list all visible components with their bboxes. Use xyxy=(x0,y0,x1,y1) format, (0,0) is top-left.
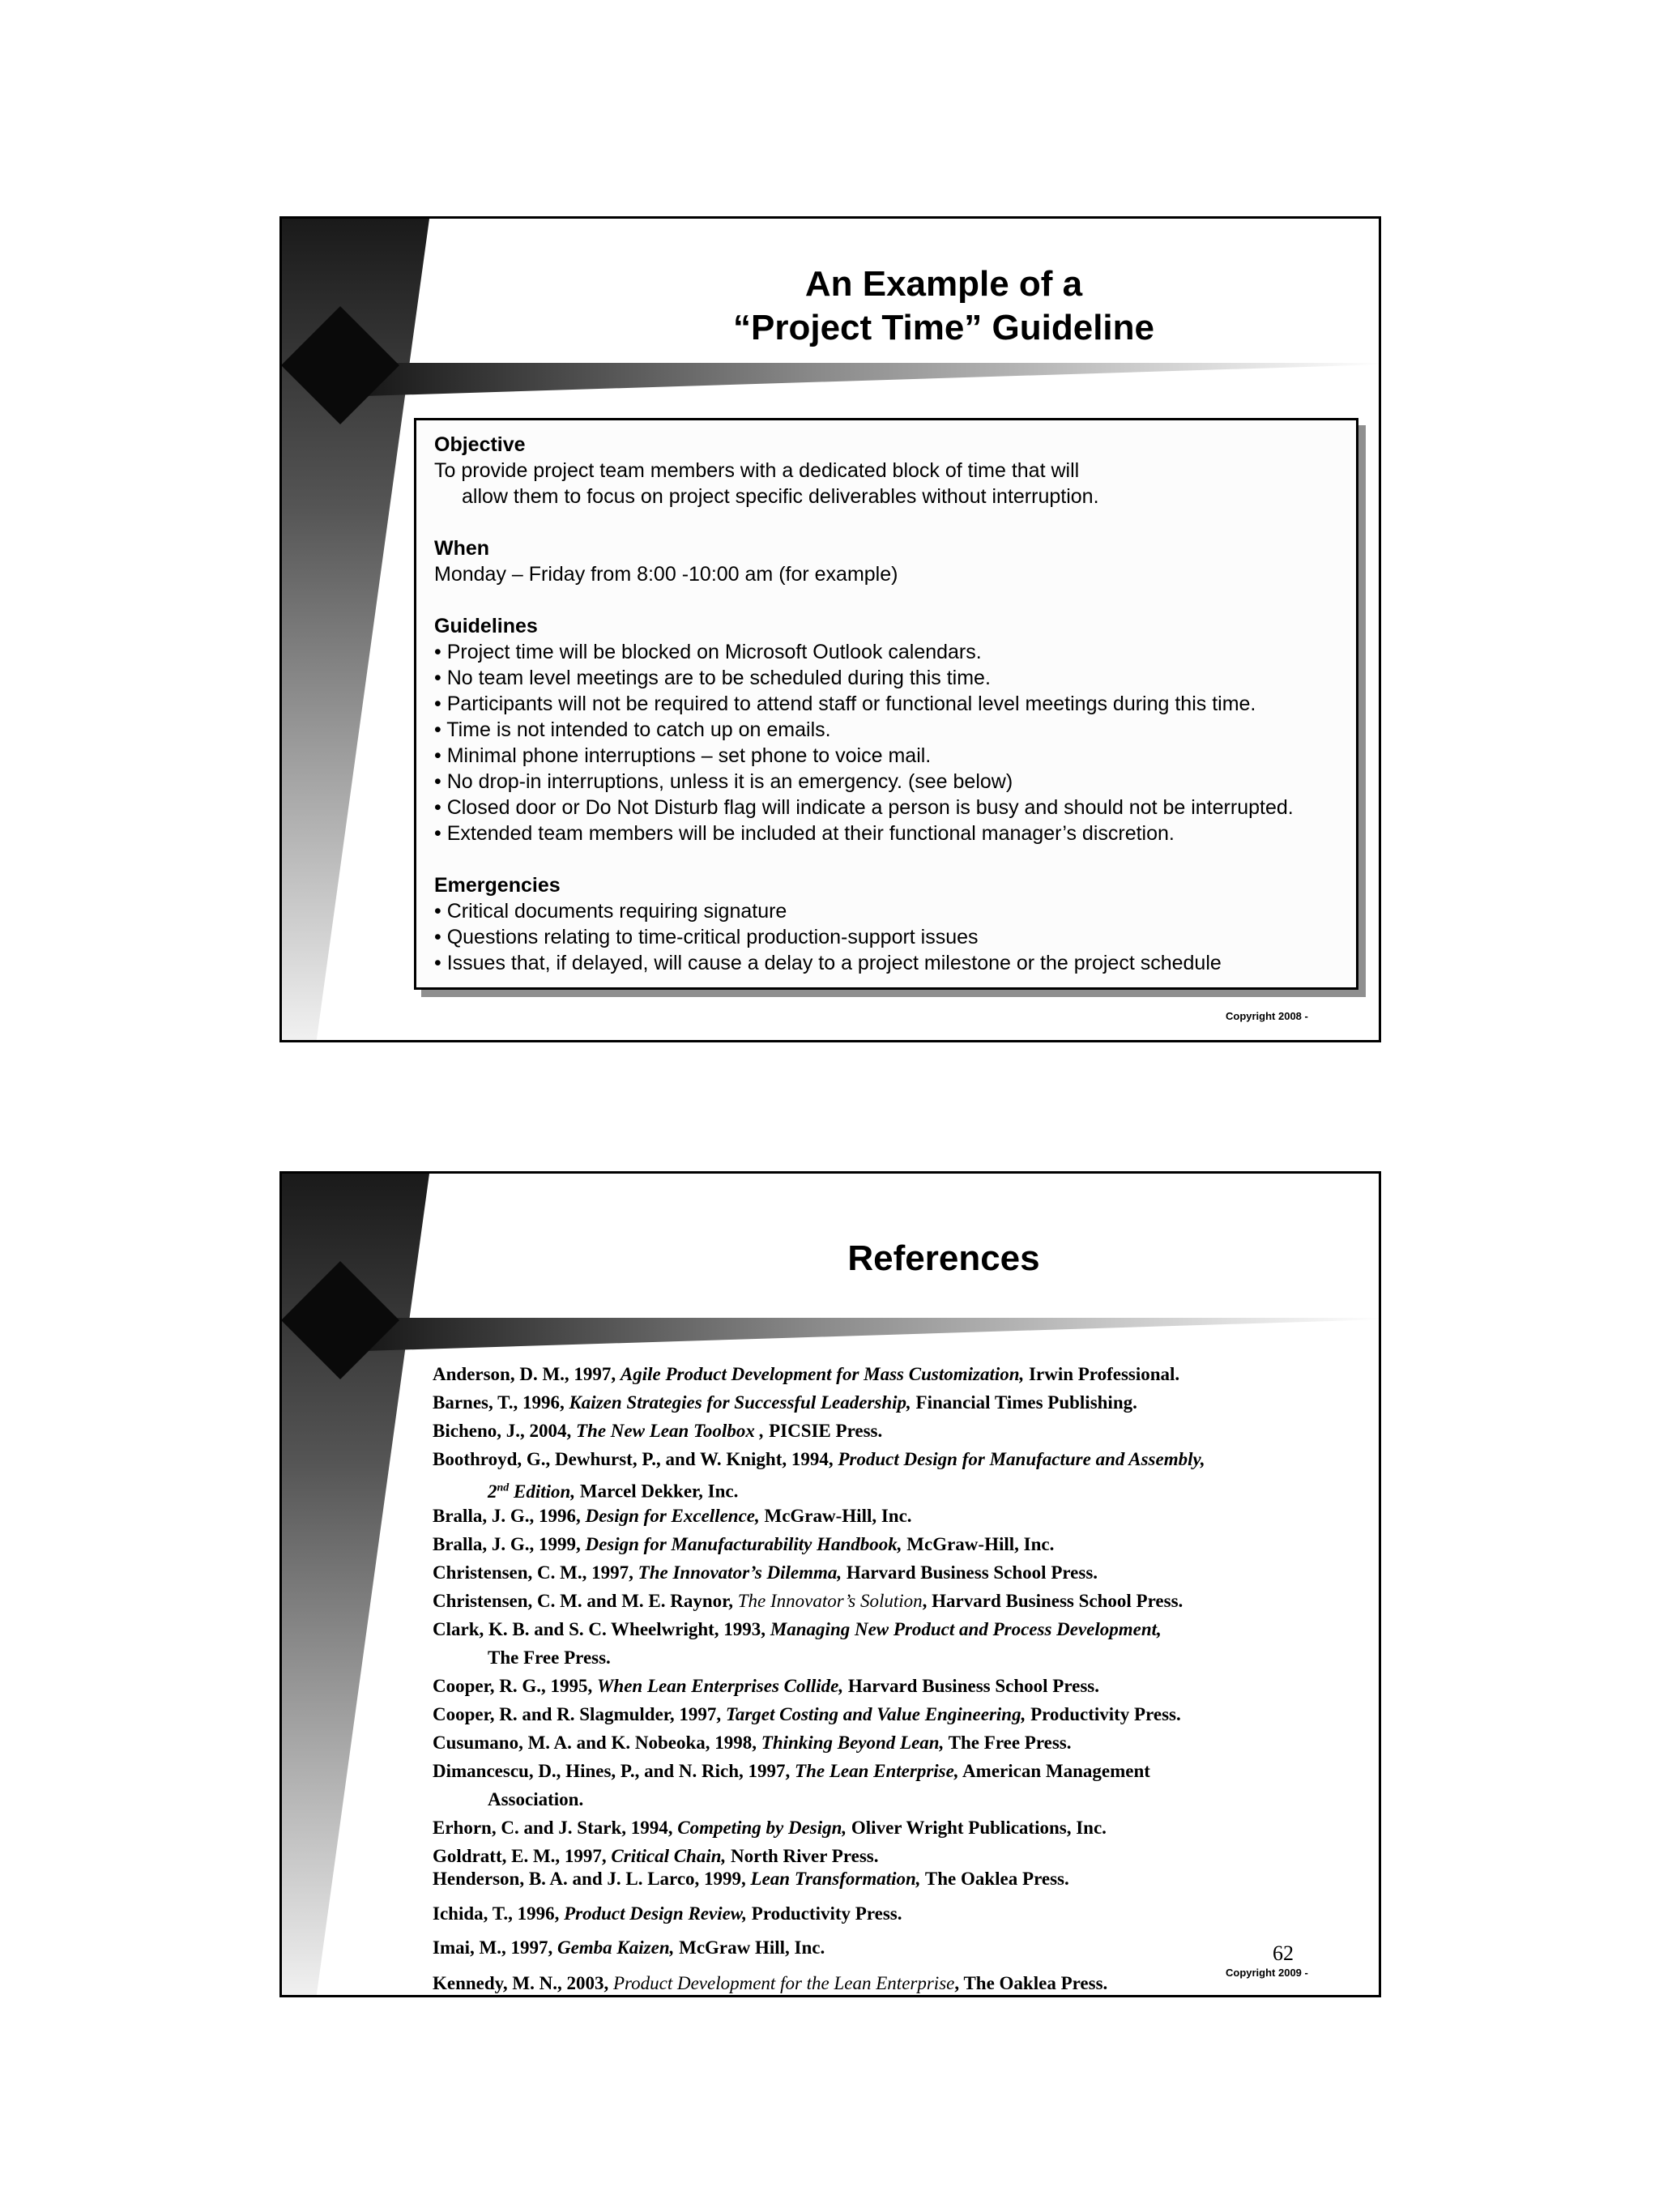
reference-item: Cooper, R. and R. Slagmulder, 1997, Target Costing and Value Engineering, Productivity Press. xyxy=(433,1704,1181,1724)
copyright-notice: Copyright 2008 - xyxy=(1226,1010,1308,1022)
reference-item: Clark, K. B. and S. C. Wheelwright, 1993, Managing New Product and Process Development, The Free Press. xyxy=(433,1619,1162,1668)
guideline-item: • Participants will not be required to attend staff or functional level meetings during this time. xyxy=(434,693,1256,715)
slide-title: References xyxy=(847,1238,1040,1278)
reference-item: Erhorn, C. and J. Stark, 1994, Competing by Design, Oliver Wright Publications, Inc. xyxy=(433,1818,1107,1838)
guidelines-heading: Guidelines xyxy=(434,615,538,637)
reference-item: Bralla, J. G., 1996, Design for Excellence, McGraw-Hill, Inc. xyxy=(433,1506,912,1526)
emergency-item: • Critical documents requiring signature xyxy=(434,900,787,923)
guideline-box xyxy=(414,418,1358,990)
reference-item: Bralla, J. G., 1999, Design for Manufacturability Handbook, McGraw-Hill, Inc. xyxy=(433,1534,1055,1554)
header-gradient-bar xyxy=(339,1318,1381,1352)
header-gradient-bar xyxy=(339,363,1381,397)
reference-item: Kennedy, M. N., 2003, Product Development for the Lean Enterprise, The Oaklea Press. xyxy=(433,1973,1108,1993)
when-text: Monday – Friday from 8:00 -10:00 am (for example) xyxy=(434,563,898,586)
slide-title-line2: “Project Time” Guideline xyxy=(733,308,1154,347)
guideline-item: • Time is not intended to catch up on emails. xyxy=(434,718,831,741)
objective-heading: Objective xyxy=(434,433,526,456)
objective-line: allow them to focus on project specific deliverables without interruption. xyxy=(462,485,1099,508)
guideline-item: • Closed door or Do Not Disturb flag will indicate a person is busy and should not be interrupted. xyxy=(434,796,1294,819)
reference-item: Ichida, T., 1996, Product Design Review, Productivity Press. xyxy=(433,1903,902,1924)
slide-title-line1: An Example of a xyxy=(804,264,1083,304)
reference-item: Dimancescu, D., Hines, P., and N. Rich, 1997, The Lean Enterprise, American Management Association. xyxy=(433,1761,1150,1809)
emergency-item: • Questions relating to time-critical production-support issues xyxy=(434,926,979,948)
guideline-item: • No drop-in interruptions, unless it is an emergency. (see below) xyxy=(434,770,1013,793)
reference-item: Anderson, D. M., 1997, Agile Product Development for Mass Customization, Irwin Professional. xyxy=(433,1364,1180,1384)
reference-item: Cusumano, M. A. and K. Nobeoka, 1998, Thinking Beyond Lean, The Free Press. xyxy=(433,1733,1072,1753)
slide-references xyxy=(279,1171,1381,1997)
guideline-item: • Minimal phone interruptions – set phone to voice mail. xyxy=(434,744,932,767)
reference-item: Boothroyd, G., Dewhurst, P., and W. Knight, 1994, Product Design for Manufacture and Assembly, 2nd Edition, Marcel Dekker, Inc. xyxy=(433,1449,1205,1502)
page-number: 62 xyxy=(1273,1941,1294,1965)
reference-item: Cooper, R. G., 1995, When Lean Enterprises Collide, Harvard Business School Press. xyxy=(433,1676,1099,1696)
reference-item: Goldratt, E. M., 1997, Critical Chain, North River Press. xyxy=(433,1846,879,1866)
emergency-item: • Issues that, if delayed, will cause a delay to a project milestone or the project schedule xyxy=(434,952,1222,974)
reference-item: Christensen, C. M. and M. E. Raynor, The Innovator’s Solution, Harvard Business School Press. xyxy=(433,1591,1183,1611)
reference-item: Henderson, B. A. and J. L. Larco, 1999, Lean Transformation, The Oaklea Press. xyxy=(433,1869,1069,1889)
slide-project-time-guideline xyxy=(279,216,1381,1042)
reference-item: Christensen, C. M., 1997, The Innovator’s Dilemma, Harvard Business School Press. xyxy=(433,1562,1098,1583)
when-heading: When xyxy=(434,537,490,560)
reference-item: Imai, M., 1997, Gemba Kaizen, McGraw Hill, Inc. xyxy=(433,1937,825,1958)
objective-line: To provide project team members with a dedicated block of time that will xyxy=(434,459,1080,482)
reference-item: Bicheno, J., 2004, The New Lean Toolbox , PICSIE Press. xyxy=(433,1421,883,1441)
guideline-item: • Extended team members will be included at their functional manager’s discretion. xyxy=(434,822,1175,845)
reference-item: Barnes, T., 1996, Kaizen Strategies for Successful Leadership, Financial Times Publishing. xyxy=(433,1392,1137,1413)
guideline-item: • Project time will be blocked on Microsoft Outlook calendars. xyxy=(434,641,982,663)
emergencies-heading: Emergencies xyxy=(434,874,561,897)
slide-title xyxy=(557,262,1330,350)
guideline-item: • No team level meetings are to be scheduled during this time. xyxy=(434,667,991,689)
copyright-notice: Copyright 2009 - xyxy=(1226,1967,1308,1979)
